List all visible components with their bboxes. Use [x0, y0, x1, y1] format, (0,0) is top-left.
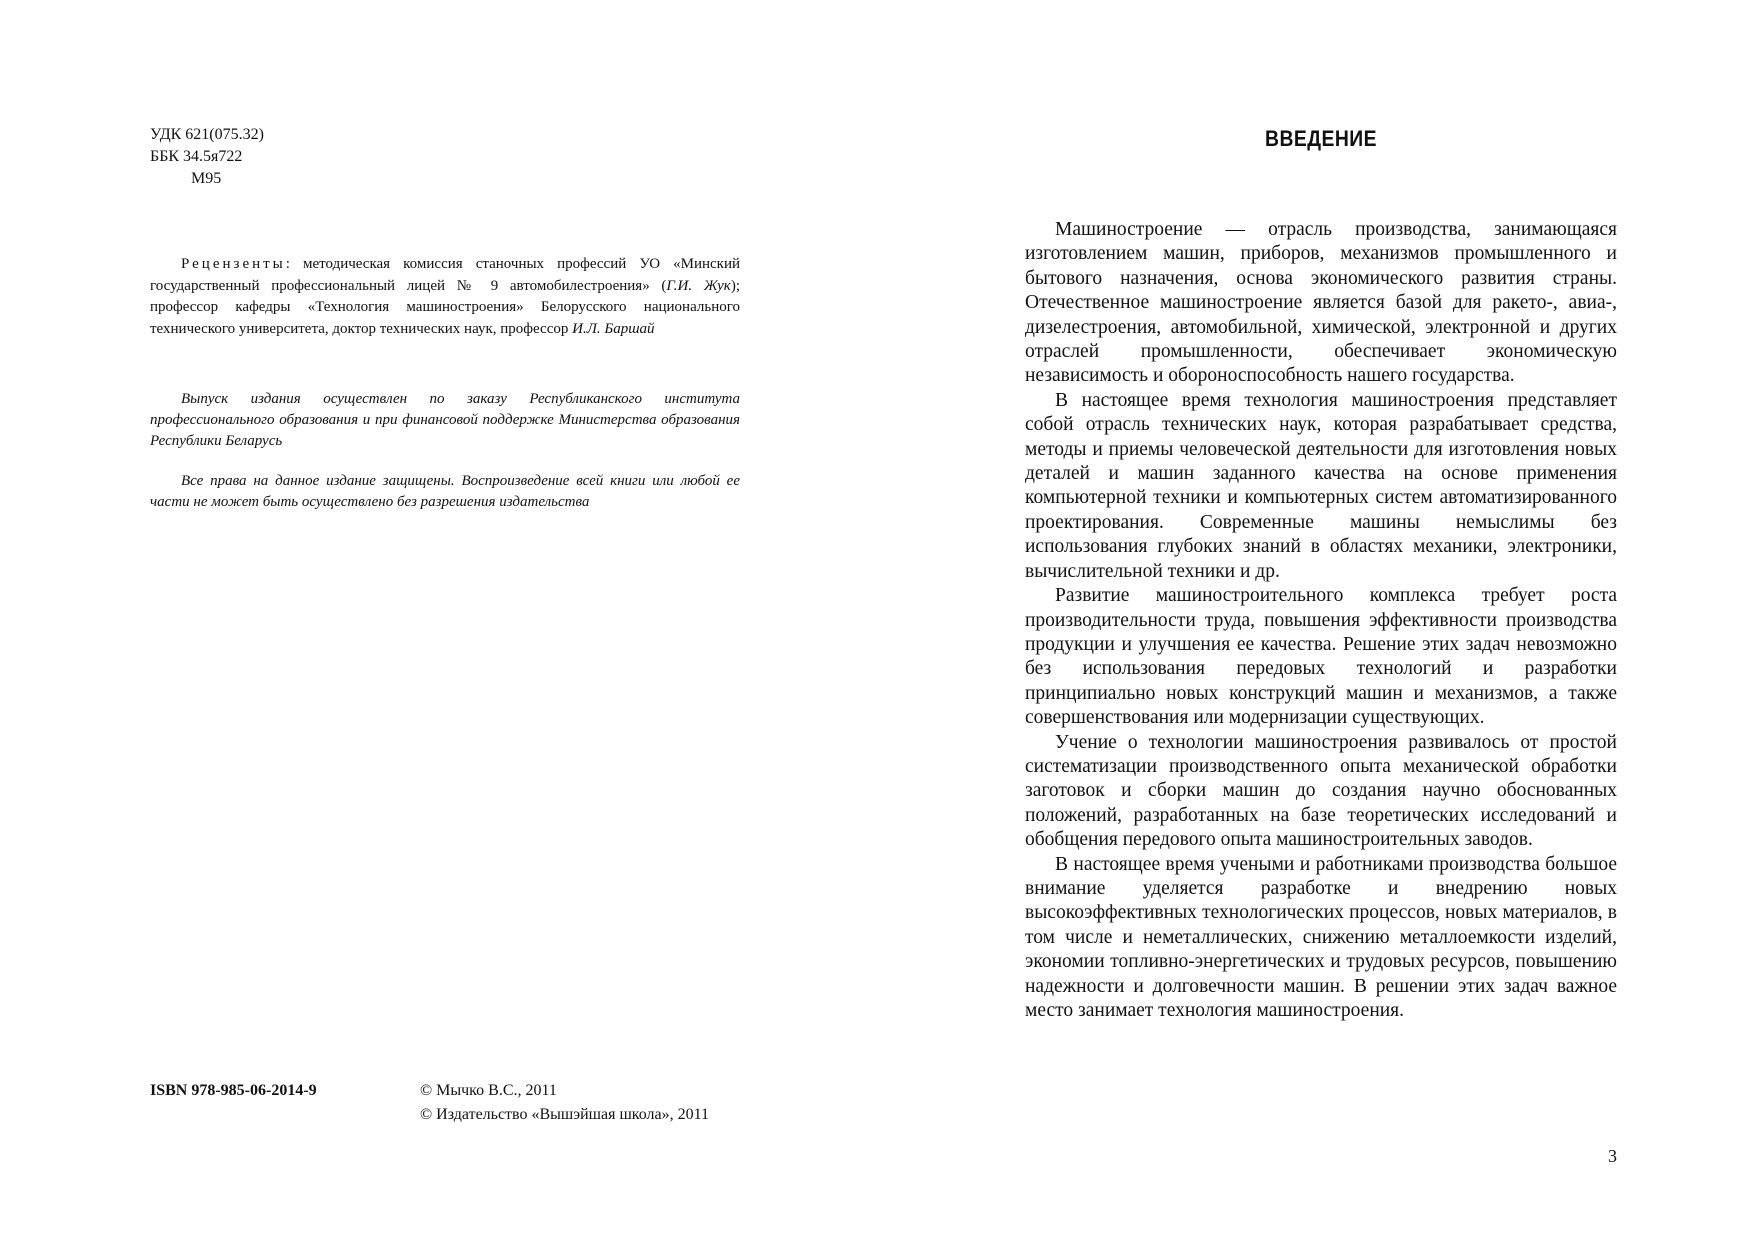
copyright-author: © Мычко В.С., 2011 [420, 1082, 557, 1099]
reviewers-label: Рецензенты [181, 256, 286, 272]
right-page [1025, 118, 1617, 1178]
paragraph: Учение о технологии машиностроения развивалось от простой систематизации производственного опыта механической обработки заготовок и сборки машин до создания научно обоснованных положений, разработанных на базе теоретических исследований и обобщения передового опыта машиностроительных заводов. [1025, 731, 1617, 851]
author-mark: М95 [191, 170, 222, 187]
reviewers-block [150, 254, 740, 340]
reviewer-2: И.Л. Баршай [572, 320, 655, 337]
copyright-lines [420, 1079, 709, 1127]
paragraph: Машиностроение — отрасль производства, занимающаяся изготовлением машин, приборов, механизмов промышленного и бытового назначения, основа экономического развития страны. Отечественное машиностроение является базой для ракето-, авиа-, дизелестроения, автомобильной, химической, электронной и других отраслей промышленности, обеспечивает экономическую независимость и обороноспособность нашего государства. [1025, 219, 1617, 387]
bbk-code: ББК 34.5я722 [150, 148, 243, 165]
left-page [150, 124, 740, 1124]
funding-note: Выпуск издания осуществлен по заказу Республиканского института профессионального образования и при финансовой поддержке Министерства образования Республики Беларусь [150, 391, 740, 449]
chapter-title: ВВЕДЕНИЕ [1265, 126, 1377, 151]
paragraph: Развитие машиностроительного комплекса требует роста производительности труда, повышения эффективности производства продукции и улучшения ее качества. Решение этих задач невозможно без использования передовых технологий и разработки принципиально новых конструкций машин и механизмов, а также совершенствования или модернизации существующих. [1025, 585, 1617, 729]
reviewers-text-1: : методическая комиссия станочных профессий УО «Минский государственный профессиональный лицей № 9 автомобилестроения» ( [150, 256, 740, 294]
reviewers-text-2: ); профессор кафедры «Технология машиностроения» Белорусского национального технического университета, доктор технических наук, профессор [150, 277, 740, 337]
reviewer-1: Г.И. Жук [666, 277, 731, 294]
classification-codes [150, 124, 740, 190]
rights-note: Все права на данное издание защищены. Воспроизведение всей книги или любой ее части не может быть осуществлено без разрешения издательства [150, 473, 740, 510]
paragraph: В настоящее время технология машиностроения представляет собой отрасль технических наук, которая разрабатывает средства, методы и приемы человеческой деятельности для изготовления новых деталей и машин заданного качества на основе применения компьютерной техники и компьютерных систем автоматизированного проектирования. Современные машины немыслимы без использования глубоких знаний в областях механики, электроники, вычислительной техники и др. [1025, 389, 1617, 582]
paragraph: В настоящее время учеными и работниками производства большое внимание уделяется разработке и внедрению новых высокоэффективных технологических процессов, новых материалов, в том числе и неметаллических, снижению металлоемкости изделий, экономии топливно-энергетических и трудовых ресурсов, повышению надежности и долговечности машин. В решении этих задач важное место занимает технология машиностроения. [1025, 853, 1617, 1021]
copyright-publisher: © Издательство «Вышэйшая школа», 2011 [420, 1106, 709, 1123]
udk-code: УДК 621(075.32) [150, 126, 264, 143]
introduction-text [1025, 218, 1617, 1023]
isbn: ISBN 978-985-06-2014-9 [150, 1082, 317, 1099]
page-number: 3 [1608, 1146, 1617, 1166]
